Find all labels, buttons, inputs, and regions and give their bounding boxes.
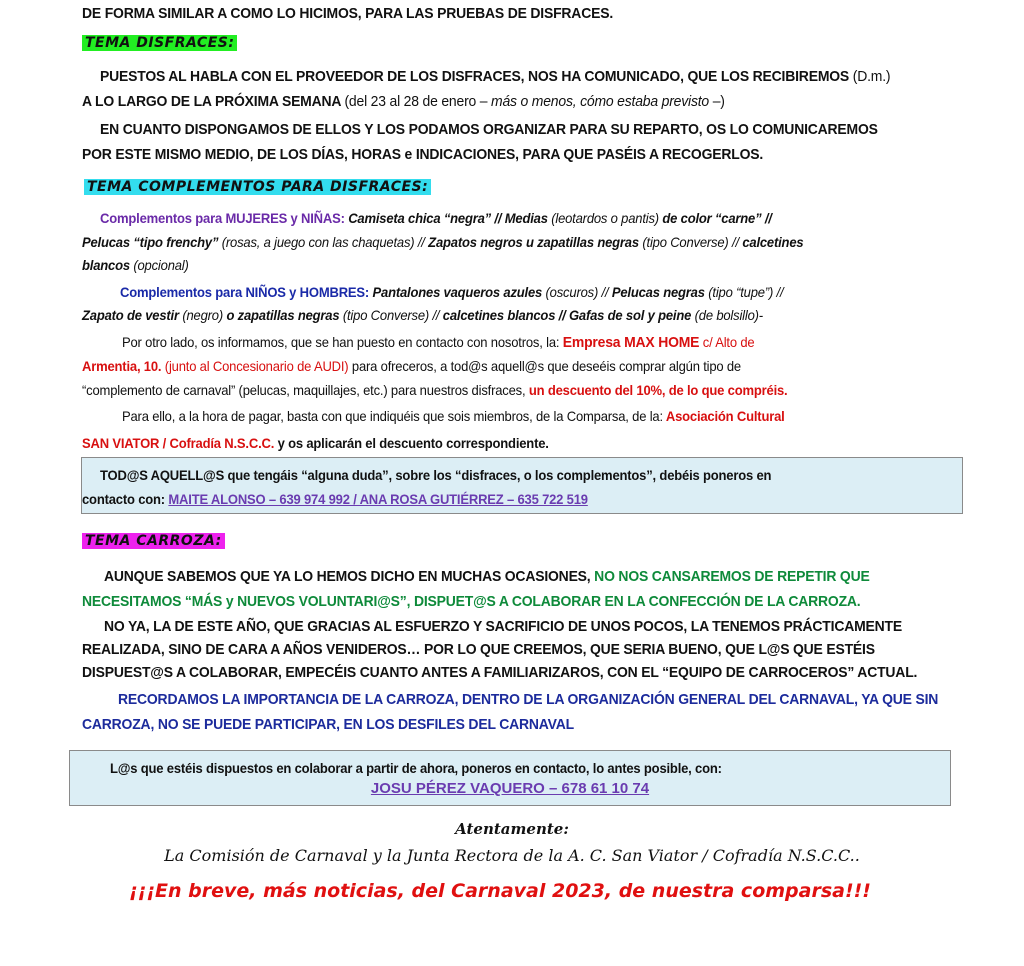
mujeres-label: Complementos para	[100, 210, 223, 226]
mujeres-line3	[82, 254, 189, 276]
box1-contacto-con: contacto con:	[82, 491, 165, 507]
firma: La Comisión de Carnaval y la Junta Rectora de la A. C. San Viator / Cofradía N.S.C.C..	[164, 846, 860, 865]
descuento-porcentaje: un descuento del 10%, de lo que compréis.	[528, 382, 788, 398]
hombres-bolsillo: (de bolsillo)-	[694, 307, 763, 323]
descuento-disfraces: para nuestros disfraces,	[390, 382, 526, 398]
carroza-p3-line2: CARROZA, NO SE PUEDE PARTICIPAR, EN LOS DESFILES DEL CARNAVAL	[82, 716, 574, 733]
hombres-negro: (negro)	[182, 307, 223, 323]
box2-line1: L@s que estéis dispuestos en colaborar a partir de ahora, poneros en contacto, lo antes posible, con:	[110, 760, 722, 776]
disfraces-cierre: –)	[712, 93, 725, 110]
descuento-line1	[122, 331, 754, 354]
descuento-pagar: Para ello, a la hora de pagar, basta con que indiquéis que sois miembros, de la Comparsa, de la:	[122, 408, 663, 424]
mujeres-leotardos: (leotardos o pantis)	[551, 210, 659, 226]
box2-line2	[70, 780, 950, 798]
descuento-line4	[122, 405, 785, 427]
carroza-p1-line1	[104, 565, 870, 588]
carroza-p2-line3: DISPUEST@S A COLABORAR, EMPECÉIS CUANTO ANTES A FAMILIARIZAROS, CON EL “EQUIPO DE CARROCEROS” ACTUAL.	[82, 664, 918, 681]
descuento-oferta: para ofreceros, a tod@s aquell@s que deseéis comprar algún tipo de	[351, 358, 741, 374]
mujeres-pelucas-nota: (rosas, a juego con las chaquetas) //	[221, 234, 425, 250]
disfraces-p1-line1	[100, 65, 967, 88]
disfraces-heading-wrap	[82, 34, 237, 52]
mujeres-blancos: blancos	[82, 257, 130, 273]
hombres-calcetines: calcetines blancos // Gafas de sol y peine	[442, 307, 692, 323]
descuento-complemento: “complemento de carnaval”	[82, 382, 236, 398]
carroza-p1-line2: NECESITAMOS “MÁS y NUEVOS VOLUNTARI@S”, DISPUET@S A COLABORAR EN LA CONFECCIÓN DE LA CARROZA.	[82, 593, 861, 610]
box1-contact-link[interactable]: MAITE ALONSO – 639 974 992 / ANA ROSA GUTIÉRREZ – 635 722 519	[168, 491, 588, 507]
hombres-line1	[120, 281, 783, 303]
hombres-converse: (tipo Converse) //	[342, 307, 440, 323]
carroza-p2-line2: REALIZADA, SINO DE CARA A AÑOS VENIDEROS… POR LO QUE CREEMOS, QUE SERIA BUENO, QUE L@S QUE ESTÉIS	[82, 641, 875, 658]
complementos-heading: TEMA COMPLEMENTOS PARA DISFRACES:	[84, 179, 431, 195]
san-viator: SAN VIATOR / Cofradía N.S.C.C.	[82, 435, 275, 451]
disfraces-semana: A LO LARGO DE LA PRÓXIMA SEMANA	[82, 93, 341, 110]
disfraces-p1-text: PUESTOS AL HABLA CON EL PROVEEDOR DE LOS DISFRACES, NOS HA COMUNICADO, QUE LOS RECIBIREMOS	[100, 68, 850, 85]
mujeres-line1	[100, 207, 772, 229]
hombres-pantalones: Pantalones vaqueros azules	[372, 284, 543, 300]
empresa-calle: c/ Alto de	[702, 334, 755, 350]
descuento-line3	[82, 379, 787, 401]
disfraces-fechas: (del 23 al 28 de enero –	[344, 93, 488, 110]
disfraces-p1-dm: (D.m.)	[852, 68, 891, 85]
intro-line: DE FORMA SIMILAR A COMO LO HICIMOS, PARA LAS PRUEBAS DE DISFRACES.	[82, 5, 614, 22]
empresa-audi: (junto al Concesionario de AUDI)	[164, 358, 349, 374]
final-message: ¡¡¡En breve, más noticias, del Carnaval 2023, de nuestra comparsa!!!	[129, 880, 871, 902]
empresa-numero: Armentia, 10.	[82, 358, 162, 374]
disfraces-p1-line2	[82, 90, 725, 113]
hombres-label: Complementos para	[120, 284, 243, 300]
carroza-aunque: AUNQUE SABEMOS QUE YA LO HEMOS DICHO EN MUCHAS OCASIONES,	[104, 568, 591, 585]
carroza-p3-line1	[118, 688, 938, 711]
mujeres-calcetines: calcetines	[742, 234, 804, 250]
atentamente: Atentamente:	[455, 820, 569, 838]
carroza-ya-que: YA QUE SIN	[861, 691, 939, 708]
complementos-heading-wrap	[84, 178, 431, 196]
mujeres-line2	[82, 231, 803, 253]
mujeres-zapatos: Zapatos negros u zapatillas negras	[428, 234, 639, 250]
hombres-line2	[82, 304, 763, 326]
asociacion-cultural: Asociación Cultural	[665, 408, 785, 424]
disfraces-p2-line2: POR ESTE MISMO MEDIO, DE LOS DÍAS, HORAS e INDICACIONES, PARA QUE PASÉIS A RECOGERLOS.	[82, 146, 764, 163]
hombres-pelucas: Pelucas negras	[611, 284, 705, 300]
contact-box-disfraces	[81, 457, 963, 514]
box1-line2	[82, 488, 588, 510]
disfraces-p2-line1: EN CUANTO DISPONGAMOS DE ELLOS Y LOS PODAMOS ORGANIZAR PARA SU REPARTO, OS LO COMUNICAREMOS	[100, 121, 878, 138]
mujeres-carne: de color “carne” //	[662, 210, 772, 226]
hombres-tupe: (tipo “tupe”) //	[708, 284, 784, 300]
box1-line1: TOD@S AQUELL@S que tengáis “alguna duda”, sobre los “disfraces, o los complementos”, debéis poneros en	[100, 467, 772, 483]
mujeres-camiseta: Camiseta chica “negra” // Medias	[348, 210, 548, 226]
descuento-line2	[82, 355, 741, 377]
hombres-zapatillas: o zapatillas negras	[226, 307, 340, 323]
mujeres-opcional: (opcional)	[133, 257, 189, 273]
carroza-heading: TEMA CARROZA:	[82, 533, 225, 549]
mujeres-pelucas: Pelucas “tipo frenchy”	[82, 234, 219, 250]
descuento-intro: Por otro lado, os informamos, que se han puesto en contacto con nosotros, la:	[122, 334, 560, 350]
carroza-p2-line1: NO YA, LA DE ESTE AÑO, QUE GRACIAS AL ESFUERZO Y SACRIFICIO DE UNOS POCOS, LA TENEMOS PRÁCTICAMENTE	[104, 618, 903, 635]
descuento-pelucas: (pelucas, maquillajes, etc.)	[238, 382, 388, 398]
disfraces-previsto: más o menos, cómo estaba previsto	[491, 93, 710, 110]
contact-box-carroza	[69, 750, 951, 806]
descuento-aplicaran: y os aplicarán el descuento correspondiente.	[277, 435, 549, 451]
hombres-oscuros: (oscuros) //	[545, 284, 609, 300]
carroza-heading-wrap	[82, 532, 225, 550]
mujeres-label-bold: MUJERES y NIÑAS:	[225, 210, 345, 226]
carroza-recordamos: RECORDAMOS LA IMPORTANCIA DE LA CARROZA, DENTRO DE LA ORGANIZACIÓN GENERAL DEL CARNAVAL,	[118, 691, 858, 708]
box2-contact-link[interactable]: JOSU PÉREZ VAQUERO – 678 61 10 74	[370, 780, 650, 797]
hombres-label-bold: NIÑOS y HOMBRES:	[245, 284, 370, 300]
disfraces-heading: TEMA DISFRACES:	[82, 35, 237, 51]
empresa-name: Empresa MAX HOME	[562, 334, 700, 351]
descuento-line5	[82, 432, 549, 454]
carroza-no-cansaremos: NO NOS CANSAREMOS DE REPETIR QUE	[594, 568, 870, 585]
hombres-zapato: Zapato de vestir	[82, 307, 179, 323]
mujeres-zapatos-nota: (tipo Converse) //	[642, 234, 739, 250]
